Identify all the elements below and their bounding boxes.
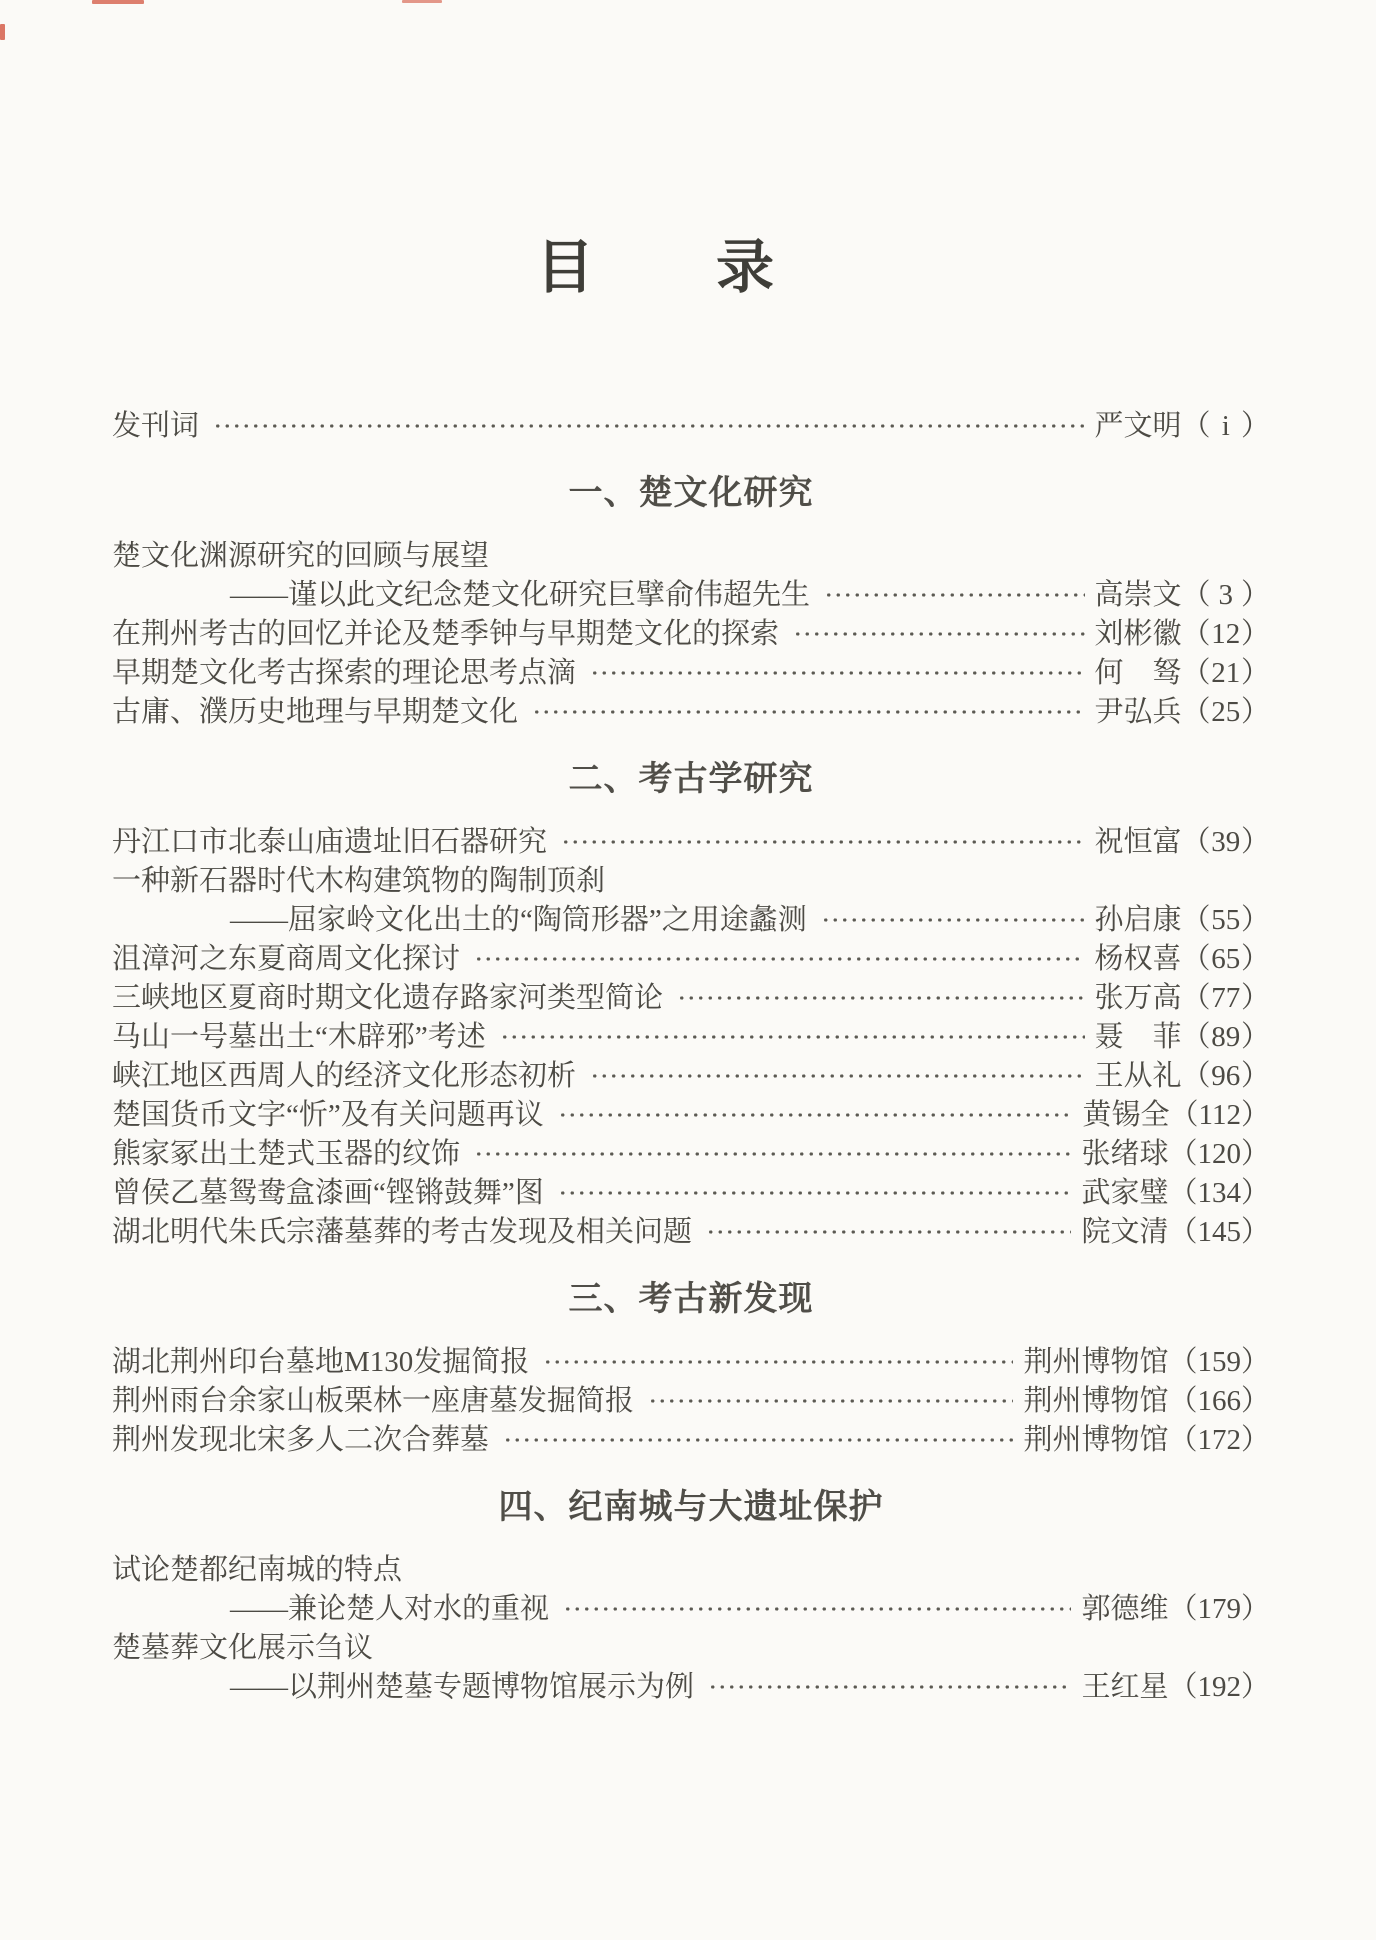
paren-open: （ (1181, 904, 1211, 936)
entry-title: 楚墓葬文化展示刍议 (112, 1632, 374, 1664)
toc-entry (112, 409, 1270, 443)
paren-open: （ (1181, 579, 1211, 611)
paren-close: ） (1240, 1177, 1270, 1209)
entry-author: 荆州博物馆 (1023, 1424, 1169, 1456)
entry-title: ——谨以此文纪念楚文化研究巨擘俞伟超先生 (230, 579, 811, 611)
paren-open: （ (1181, 943, 1211, 975)
toc-entry (112, 1670, 1270, 1704)
dot-leader (821, 914, 1085, 926)
toc-entry (112, 1215, 1270, 1249)
entry-page: i (1221, 410, 1230, 442)
author-page (1095, 981, 1270, 1015)
dot-leader (590, 667, 1085, 679)
toc-entry (112, 903, 1270, 937)
paren-close: ） (1240, 943, 1270, 975)
entry-author: 祝恒富 (1094, 826, 1182, 858)
entry-title: 在荆州考古的回忆并论及楚季钟与早期楚文化的探索 (112, 618, 780, 650)
entry-title: 峡江地区西周人的经济文化形态初析 (112, 1060, 577, 1092)
toc-entry (112, 1137, 1270, 1171)
author-page (1095, 656, 1270, 690)
paren-close: ） (1240, 1216, 1270, 1248)
toc-entry (112, 825, 1270, 859)
author-page (1023, 1345, 1270, 1379)
dot-leader (558, 1109, 1073, 1121)
paren-close: ） (1240, 1138, 1270, 1170)
dot-leader (677, 992, 1085, 1004)
entry-author: 荆州博物馆 (1023, 1346, 1169, 1378)
author-page (1095, 942, 1270, 976)
entry-title: 湖北明代朱氏宗藩墓葬的考古发现及相关问题 (112, 1216, 693, 1248)
paren-open: （ (1181, 1060, 1211, 1092)
entry-title: ——兼论楚人对水的重视 (230, 1593, 550, 1625)
paren-open: （ (1181, 1021, 1211, 1053)
author-page (1095, 409, 1270, 443)
paren-close: ） (1240, 1099, 1270, 1131)
paren-close: ） (1240, 657, 1270, 689)
entry-title: ——屈家岭文化出土的“陶筒形器”之用途蠡测 (230, 904, 807, 936)
section-header: 二、考古学研究 (568, 760, 814, 798)
entry-title: 荆州发现北宋多人二次合葬墓 (112, 1424, 490, 1456)
entry-page: 65 (1211, 943, 1241, 975)
author-page (1095, 903, 1270, 937)
entry-page: 55 (1211, 904, 1241, 936)
entry-author: 尹弘兵 (1094, 696, 1182, 728)
paren-open: （ (1181, 696, 1211, 728)
toc-entry (112, 578, 1270, 612)
dot-leader (793, 628, 1085, 640)
paren-open: （ (1168, 1216, 1198, 1248)
entry-author: 杨权喜 (1094, 943, 1182, 975)
entry-title: 早期楚文化考古探索的理论思考点滴 (112, 657, 577, 689)
paren-close: ） (1240, 1021, 1270, 1053)
toc-entry (112, 1631, 1270, 1665)
entry-page: 25 (1211, 696, 1241, 728)
dot-leader (558, 1187, 1072, 1199)
entry-page: 120 (1197, 1138, 1241, 1170)
toc-entry (112, 1176, 1270, 1210)
scan-artifact (92, 0, 144, 4)
entry-page: 3 (1218, 579, 1234, 611)
entry-title: 发刊词 (112, 410, 200, 442)
entry-title: 曾侯乙墓鸳鸯盒漆画“铿锵鼓舞”图 (112, 1177, 544, 1209)
entry-page: 39 (1211, 826, 1241, 858)
dot-leader (474, 953, 1085, 965)
dot-leader (706, 1226, 1071, 1238)
entry-page: 77 (1211, 982, 1241, 1014)
toc-list (112, 409, 1270, 1704)
paren-close: ） (1240, 904, 1270, 936)
toc-entry (112, 981, 1270, 1015)
entry-author: 黄锡全 (1082, 1099, 1170, 1131)
dot-leader (474, 1148, 1071, 1160)
entry-page: 192 (1197, 1671, 1241, 1703)
entry-author: 高崇文 (1094, 579, 1182, 611)
dot-leader (563, 1603, 1071, 1615)
toc-entry (112, 539, 1270, 573)
dot-leader (213, 420, 1085, 432)
dot-leader (561, 836, 1085, 848)
page-title: 目 录 (535, 235, 776, 300)
paren-close: ） (1240, 410, 1270, 442)
paren-open: （ (1181, 982, 1211, 1014)
section-header: 一、楚文化研究 (568, 474, 814, 512)
entry-title: 楚文化渊源研究的回顾与展望 (112, 540, 490, 572)
paren-close: ） (1240, 1593, 1270, 1625)
paren-close: ） (1240, 982, 1270, 1014)
paren-open: （ (1181, 618, 1211, 650)
entry-page: 166 (1197, 1385, 1241, 1417)
paren-open: （ (1168, 1593, 1198, 1625)
paren-open: （ (1168, 1385, 1198, 1417)
paren-close: ） (1240, 1060, 1270, 1092)
entry-author: 孙启康 (1094, 904, 1182, 936)
author-page (1095, 1020, 1270, 1054)
paren-close: ） (1240, 696, 1270, 728)
paren-close: ） (1240, 826, 1270, 858)
author-page (1095, 1059, 1270, 1093)
author-page (1081, 1137, 1270, 1171)
section-header: 三、考古新发现 (568, 1280, 814, 1318)
author-page (1023, 1384, 1270, 1418)
dot-leader (532, 706, 1085, 718)
toc-entry (112, 1592, 1270, 1626)
paren-open: （ (1168, 1138, 1198, 1170)
paren-open: （ (1181, 826, 1211, 858)
toc-entry (112, 942, 1270, 976)
entry-author: 王从礼 (1094, 1060, 1182, 1092)
entry-page: 112 (1198, 1099, 1241, 1131)
author-page (1095, 825, 1270, 859)
paren-open: （ (1168, 1424, 1198, 1456)
toc-entry (112, 1020, 1270, 1054)
entry-title: 湖北荆州印台墓地M130发掘简报 (112, 1346, 530, 1378)
dot-leader (543, 1356, 1013, 1368)
entry-author: 张万高 (1094, 982, 1182, 1014)
paren-open: （ (1181, 657, 1211, 689)
entry-title: 沮漳河之东夏商周文化探讨 (112, 943, 461, 975)
entry-page: 145 (1197, 1216, 1241, 1248)
author-page (1081, 1215, 1270, 1249)
author-page (1095, 617, 1270, 651)
paren-close: ） (1240, 1346, 1270, 1378)
author-page (1081, 1176, 1270, 1210)
toc-entry (112, 1384, 1270, 1418)
entry-title: 熊家冢出土楚式玉器的纹饰 (112, 1138, 461, 1170)
author-page (1023, 1423, 1270, 1457)
entry-page: 21 (1211, 657, 1241, 689)
entry-title: ——以荆州楚墓专题博物馆展示为例 (230, 1671, 695, 1703)
entry-author: 聂 菲 (1094, 1021, 1182, 1053)
paren-close: ） (1240, 1385, 1270, 1417)
toc-entry (112, 695, 1270, 729)
paren-open: （ (1168, 1346, 1198, 1378)
entry-page: 12 (1211, 618, 1241, 650)
paren-open: （ (1168, 1177, 1198, 1209)
dot-leader (708, 1681, 1071, 1693)
toc-entry (112, 1423, 1270, 1457)
entry-page: 89 (1211, 1021, 1241, 1053)
entry-title: 楚国货币文字“忻”及有关问题再议 (112, 1099, 544, 1131)
paren-close: ） (1240, 1671, 1270, 1703)
entry-page: 179 (1197, 1593, 1241, 1625)
entry-page: 96 (1211, 1060, 1241, 1092)
toc-entry (112, 1098, 1270, 1132)
author-page (1081, 1592, 1270, 1626)
entry-title: 古庸、濮历史地理与早期楚文化 (112, 696, 519, 728)
dot-leader (648, 1395, 1013, 1407)
author-page (1081, 1670, 1270, 1704)
entry-title: 马山一号墓出土“木辟邪”考述 (112, 1021, 486, 1053)
paren-open: （ (1169, 1099, 1199, 1131)
dot-leader (824, 589, 1085, 601)
entry-title: 一种新石器时代木构建筑物的陶制顶刹 (112, 865, 606, 897)
toc-entry (112, 1553, 1270, 1587)
scan-artifact (0, 24, 5, 40)
entry-page: 172 (1197, 1424, 1241, 1456)
author-page (1083, 1098, 1270, 1132)
entry-author: 刘彬徽 (1094, 618, 1182, 650)
entry-author: 荆州博物馆 (1023, 1385, 1169, 1417)
dot-leader (500, 1031, 1085, 1043)
entry-title: 荆州雨台余家山板栗林一座唐墓发掘简报 (112, 1385, 635, 1417)
paren-close: ） (1240, 579, 1270, 611)
entry-author: 郭德维 (1081, 1593, 1169, 1625)
toc-entry (112, 656, 1270, 690)
dot-leader (503, 1434, 1013, 1446)
entry-page: 159 (1197, 1346, 1241, 1378)
toc-entry (112, 1345, 1270, 1379)
paren-open: （ (1168, 1671, 1198, 1703)
paren-open: （ (1181, 410, 1211, 442)
toc-entry (112, 864, 1270, 898)
entry-title: 试论楚都纪南城的特点 (112, 1554, 403, 1586)
entry-author: 严文明 (1094, 410, 1182, 442)
entry-author: 院文清 (1081, 1216, 1169, 1248)
entry-author: 王红星 (1081, 1671, 1169, 1703)
entry-author: 武家璧 (1081, 1177, 1169, 1209)
author-page (1095, 695, 1270, 729)
scan-artifact (402, 0, 442, 3)
paren-close: ） (1240, 1424, 1270, 1456)
section-header: 四、纪南城与大遗址保护 (498, 1488, 884, 1526)
entry-page: 134 (1197, 1177, 1241, 1209)
dot-leader (590, 1070, 1085, 1082)
toc-entry (112, 617, 1270, 651)
toc-entry (112, 1059, 1270, 1093)
author-page (1095, 578, 1270, 612)
entry-author: 张绪球 (1081, 1138, 1169, 1170)
entry-title: 丹江口市北泰山庙遗址旧石器研究 (112, 826, 548, 858)
paren-close: ） (1240, 618, 1270, 650)
entry-title: 三峡地区夏商时期文化遗存路家河类型简论 (112, 982, 664, 1014)
entry-author: 何 驽 (1094, 657, 1182, 689)
